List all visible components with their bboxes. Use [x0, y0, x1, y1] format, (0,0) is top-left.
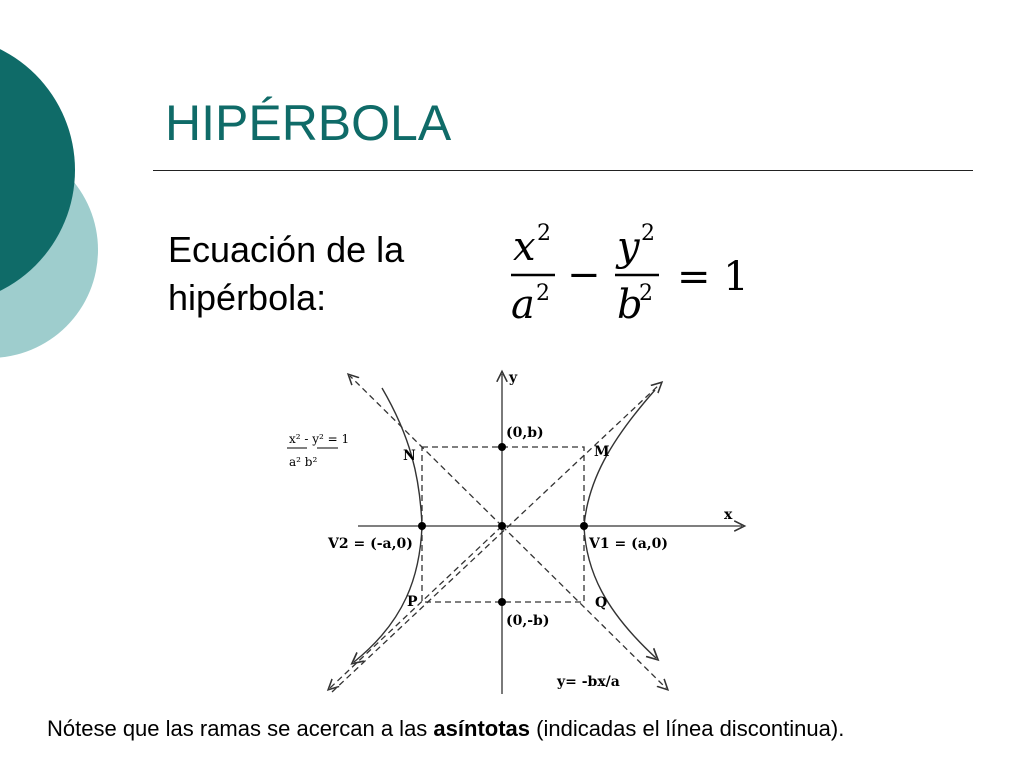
eq-x-exp: 2 — [537, 221, 551, 246]
label-0mb: (0,-b) — [506, 613, 550, 629]
left-branch-top-arrow — [382, 388, 410, 456]
eq-y-exp: 2 — [641, 221, 655, 246]
hyperbola-equation — [505, 218, 765, 333]
note-text-after: (indicadas el línea discontinua). — [530, 716, 845, 741]
equation-label-line2: hipérbola: — [168, 277, 327, 318]
eq-minus: − — [567, 252, 601, 298]
hyperbola-diagram — [270, 366, 760, 696]
point-v1 — [580, 522, 588, 530]
point-0mb — [498, 598, 506, 606]
diagram-eq-top: x² - y² = 1 — [289, 432, 350, 446]
label-v1: V1 = (a,0) — [589, 536, 669, 552]
note-text-before: Nótese que las ramas se acercan a las — [47, 716, 434, 741]
point-origin — [498, 522, 506, 530]
label-M: M — [594, 444, 610, 460]
footnote — [47, 716, 844, 742]
equation-label — [168, 226, 404, 322]
asymptote-label: y= -bx/a — [557, 674, 620, 690]
label-Q: Q — [595, 595, 608, 611]
eq-a: a — [511, 282, 535, 328]
label-P: P — [407, 594, 418, 610]
x-axis-label: x — [724, 507, 733, 523]
label-v2: V2 = (-a,0) — [328, 536, 413, 552]
eq-b: b — [617, 282, 643, 328]
y-axis-label: y — [509, 370, 518, 386]
eq-a-exp: 2 — [536, 281, 550, 306]
equation-label-line1: Ecuación de la — [168, 229, 405, 270]
eq-equals-one: = 1 — [677, 254, 749, 300]
eq-x: x — [513, 224, 536, 270]
decorative-circles — [0, 0, 110, 420]
title-divider — [153, 170, 973, 171]
left-branch — [354, 388, 422, 662]
asymptote-2 — [350, 376, 502, 526]
eq-b-exp: 2 — [639, 281, 653, 306]
note-bold-term: asíntotas — [433, 716, 531, 741]
label-N: N — [403, 448, 416, 464]
label-0b: (0,b) — [506, 425, 544, 441]
point-v2 — [418, 522, 426, 530]
point-0b — [498, 443, 506, 451]
diagram-eq-bottom: a² b² — [289, 455, 318, 469]
eq-y: y — [617, 224, 640, 270]
slide-title: HIPÉRBOLA — [165, 95, 452, 151]
